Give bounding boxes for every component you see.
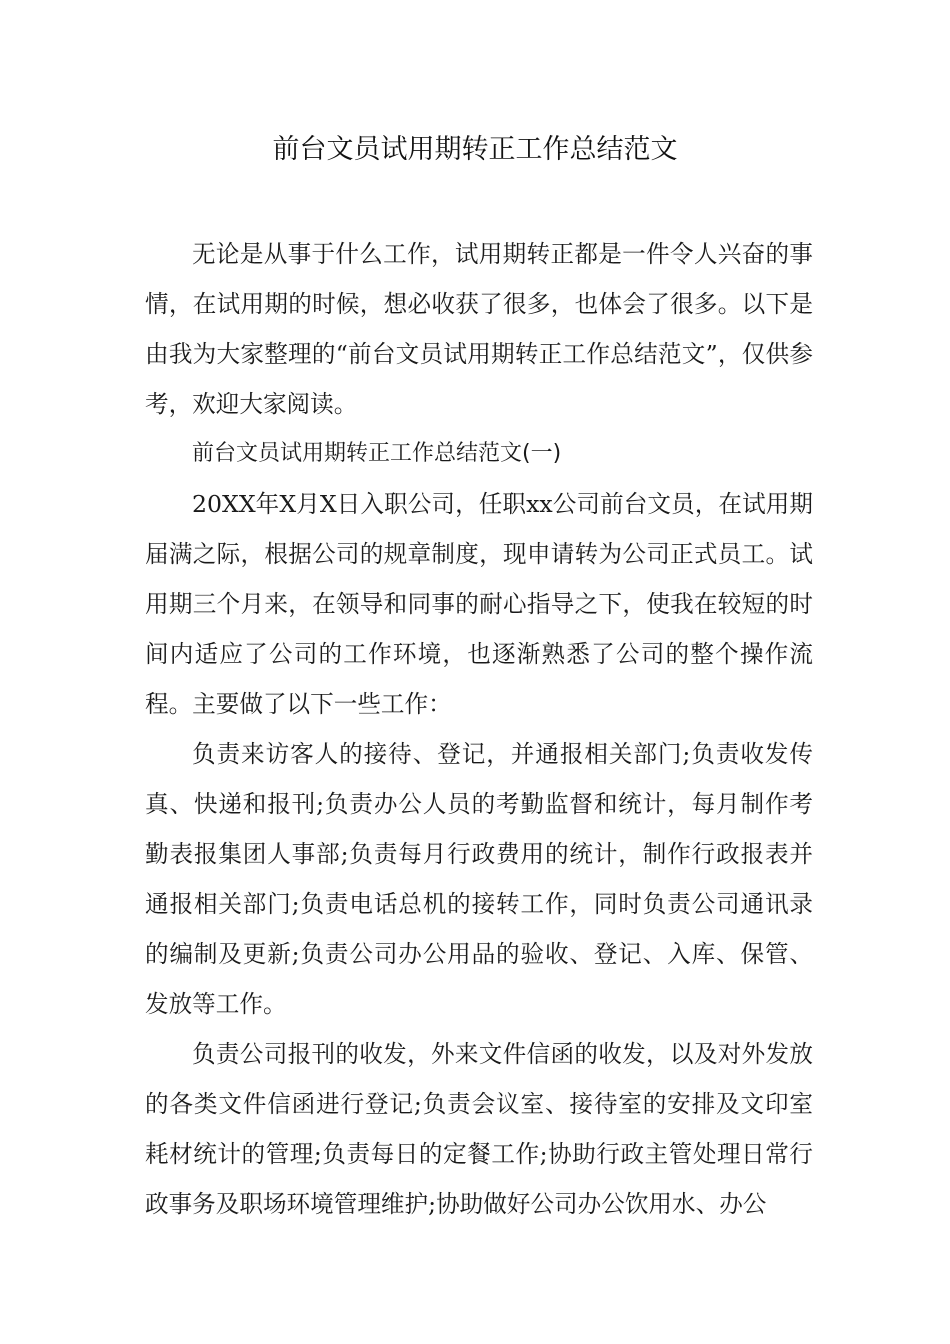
body-paragraph: 负责公司报刊的收发，外来文件信函的收发，以及对外发放的各类文件信函进行登记;负责会议室、接待室的安排及文印室耗材统计的管理;负责每日的定餐工作;协助行政主管处理日常行政事务及职场环境管理维护;协助做好公司办公饮用水、办公 xyxy=(145,1040,813,1218)
document-body xyxy=(145,229,813,1229)
intro-paragraph: 无论是从事于什么工作，试用期转正都是一件令人兴奋的事情，在试用期的时候，想必收获了很多，也体会了很多。以下是由我为大家整理的“前台文员试用期转正工作总结范文”，仅供参考，欢迎大家阅读。 xyxy=(145,240,813,418)
section-heading: 前台文员试用期转正工作总结范文(一) xyxy=(192,441,562,466)
body-paragraph: 20XX年X月X日入职公司，任职xx公司前台文员，在试用期届满之际，根据公司的规章制度，现申请转为公司正式员工。试用期三个月来，在领导和同事的耐心指导之下，使我在较短的时间内适应了公司的工作环境，也逐渐熟悉了公司的整个操作流程。主要做了以下一些工作： xyxy=(145,490,813,718)
document-title: 前台文员试用期转正工作总结范文 xyxy=(272,134,678,165)
body-paragraph: 负责来访客人的接待、登记，并通报相关部门;负责收发传真、快递和报刊;负责办公人员的考勤监督和统计，每月制作考勤表报集团人事部;负责每月行政费用的统计，制作行政报表并通报相关部门;负责电话总机的接转工作，同时负责公司通讯录的编制及更新;负责公司办公用品的验收、登记、入库、保管、发放等工作。 xyxy=(145,740,813,1018)
